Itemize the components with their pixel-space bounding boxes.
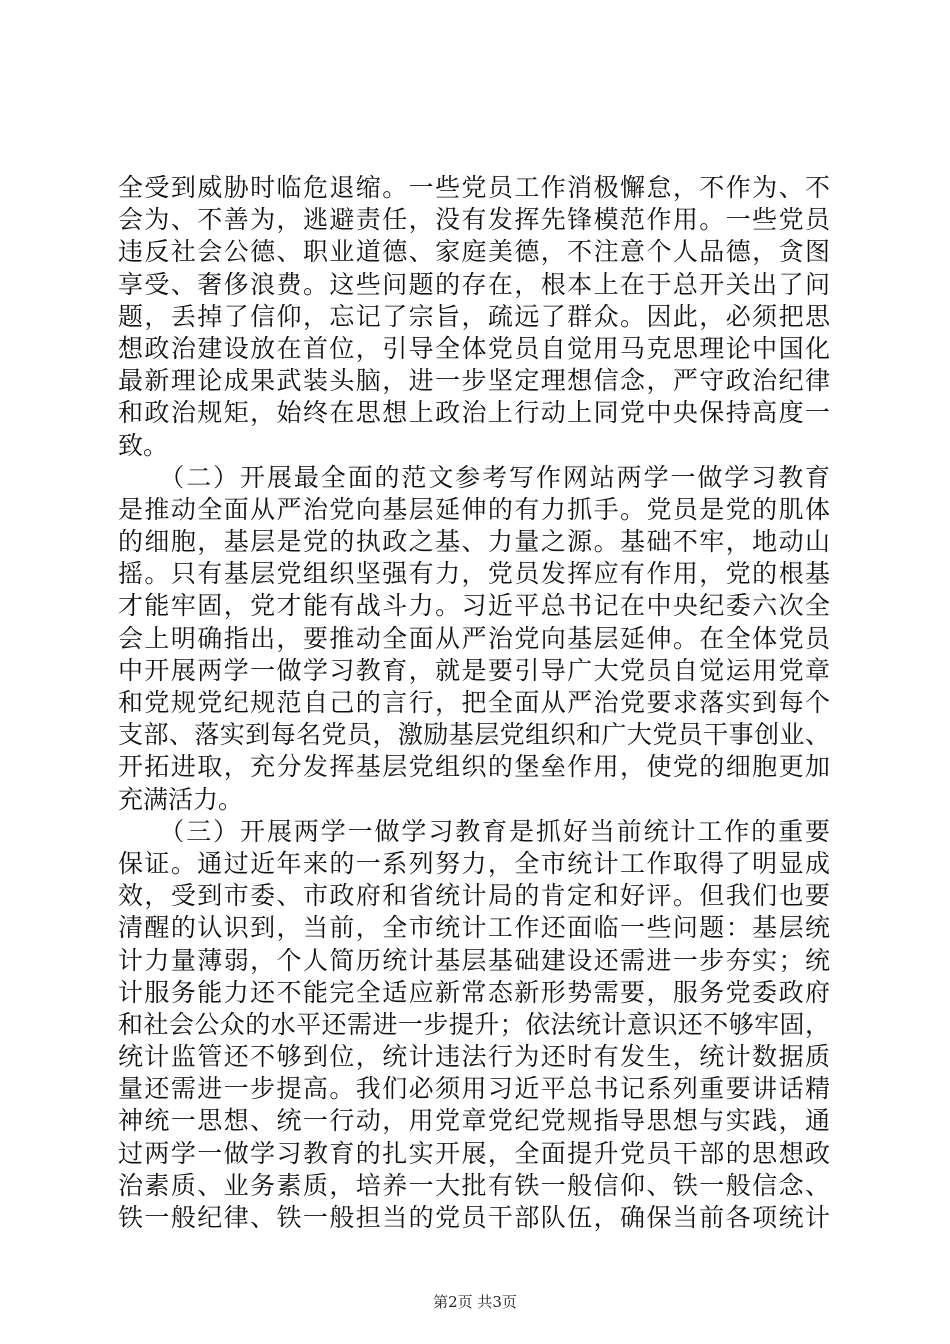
text-line: 和党规党纪规范自己的言行，把全面从严治党要求落实到每个 <box>118 688 830 717</box>
text-line: （三）开展两学一做学习教育是抓好当前统计工作的重要 <box>118 816 830 846</box>
text-line: 致。 <box>118 430 169 460</box>
text-line: 统计监管还不够到位，统计违法行为还时有发生，统计数据质 <box>118 1042 830 1072</box>
page-footer: 第2页 共3页 <box>433 1293 517 1311</box>
text-line: 支部、落实到每名党员，激励基层党组织和广大党员干事创业、 <box>118 720 830 750</box>
text-line: 违反社会公德、职业道德、家庭美德，不注意个人品德，贪图 <box>118 237 830 267</box>
text-line: 清醒的认识到，当前，全市统计工作还面临一些问题：基层统 <box>118 913 830 943</box>
text-line: 保证。通过近年来的一系列努力，全市统计工作取得了明显成 <box>118 848 830 878</box>
text-line: 题，丢掉了信仰，忘记了宗旨，疏远了群众。因此，必须把思 <box>118 301 830 331</box>
text-line: 神统一思想、统一行动，用党章党纪党规指导思想与实践，通 <box>118 1106 830 1136</box>
text-line: 过两学一做学习教育的扎实开展，全面提升党员干部的思想政 <box>118 1138 830 1168</box>
text-line: 充满活力。 <box>118 784 244 814</box>
text-line: 和社会公众的水平还需进一步提升；依法统计意识还不够牢固， <box>118 1009 830 1039</box>
text-line: 的细胞，基层是党的执政之基、力量之源。基础不牢，地动山 <box>118 527 830 557</box>
text-line: （二）开展最全面的范文参考写作网站两学一做学习教育 <box>118 462 830 492</box>
body-text <box>118 172 830 1234</box>
text-line: 想政治建设放在首位，引导全体党员自觉用马克思理论中国化 <box>118 333 830 363</box>
text-line: 计服务能力还不能完全适应新常态新形势需要，服务党委政府 <box>118 977 830 1007</box>
text-line: 会为、不善为，逃避责任，没有发挥先锋模范作用。一些党员 <box>118 205 830 235</box>
text-line: 全受到威胁时临危退缩。一些党员工作消极懈怠，不作为、不 <box>118 173 830 202</box>
text-line: 中开展两学一做学习教育，就是要引导广大党员自觉运用党章 <box>118 655 830 685</box>
text-line: 才能牢固，党才能有战斗力。习近平总书记在中央纪委六次全 <box>118 591 830 621</box>
text-line: 摇。只有基层党组织坚强有力，党员发挥应有作用，党的根基 <box>118 559 830 589</box>
text-line: 开拓进取，充分发挥基层党组织的堡垒作用，使党的细胞更加 <box>118 752 830 782</box>
text-line: 量还需进一步提高。我们必须用习近平总书记系列重要讲话精 <box>118 1074 830 1104</box>
text-line: 效，受到市委、市政府和省统计局的肯定和好评。但我们也要 <box>118 881 830 911</box>
text-line: 最新理论成果武装头脑，进一步坚定理想信念，严守政治纪律 <box>118 366 830 396</box>
text-line: 是推动全面从严治党向基层延伸的有力抓手。党员是党的肌体 <box>118 494 830 524</box>
text-line: 铁一般纪律、铁一般担当的党员干部队伍，确保当前各项统计 <box>118 1203 830 1232</box>
text-line: 享受、奢侈浪费。这些问题的存在，根本上在于总开关出了问 <box>118 269 830 299</box>
text-line: 和政治规矩，始终在思想上政治上行动上同党中央保持高度一 <box>118 398 830 428</box>
text-line: 计力量薄弱，个人简历统计基层基础建设还需进一步夯实；统 <box>118 945 830 975</box>
text-line: 治素质、业务素质，培养一大批有铁一般信仰、铁一般信念、 <box>118 1170 830 1200</box>
text-line: 会上明确指出，要推动全面从严治党向基层延伸。在全体党员 <box>118 623 830 653</box>
